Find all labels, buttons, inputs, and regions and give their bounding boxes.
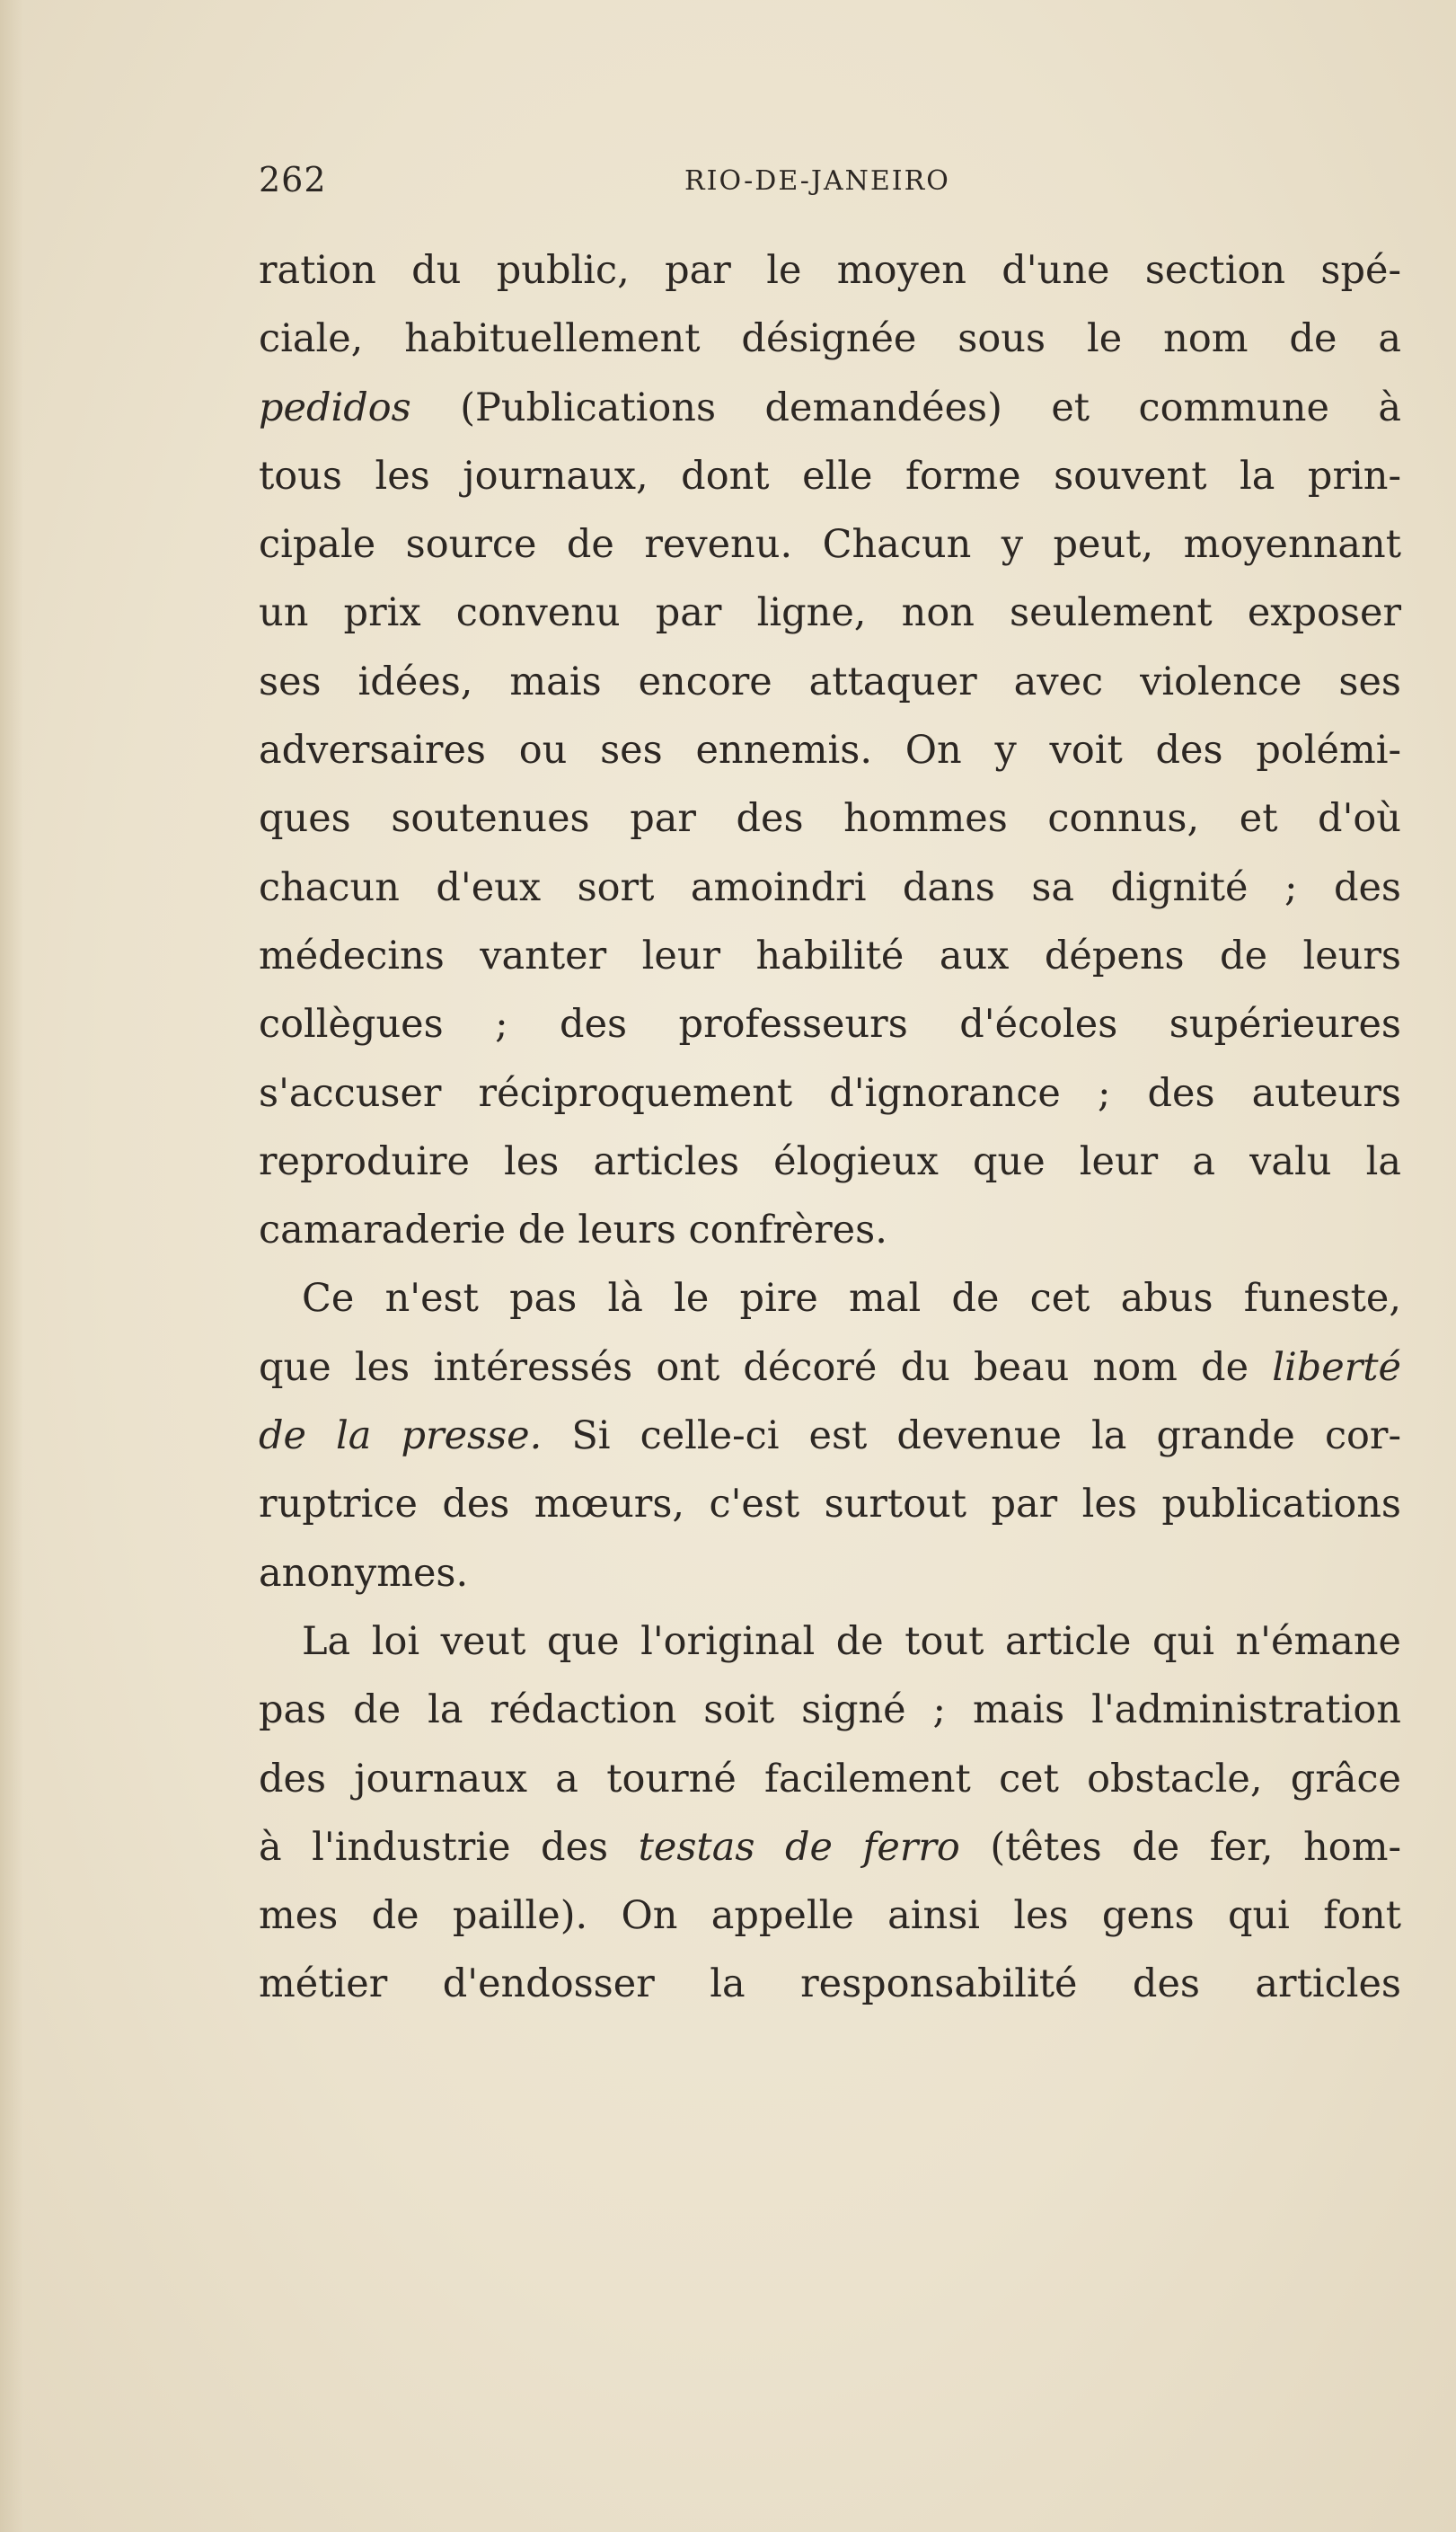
text-line: ques soutenues par des hommes connus, et d'où	[259, 796, 1401, 842]
text-line: ruptrice des mœurs, c'est surtout par les publications	[259, 1482, 1401, 1527]
text-line: métier d'endosser la responsabilité des articles	[259, 1961, 1401, 2007]
text-line	[259, 374, 1401, 442]
text-line: ration du public, par le moyen d'une section spé-	[259, 248, 1401, 293]
text-line: reproduire les articles élogieux que leur a valu la	[259, 1138, 1401, 1184]
body-text	[259, 236, 1401, 2019]
text-line	[259, 1813, 1401, 1881]
text-line: adversaires ou ses ennemis. On y voit des polémi-	[259, 728, 1401, 774]
text-line: ciale, habituellement désignée sous le nom de a	[259, 316, 1401, 362]
text-line: un prix convenu par ligne, non seulement exposer	[259, 590, 1401, 636]
text-line: médecins vanter leur habilité aux dépens de leurs	[259, 933, 1401, 978]
running-title: RIO-DE-JANEIRO	[684, 165, 950, 197]
italic-term: pedidos	[259, 385, 411, 430]
text-line	[259, 1402, 1401, 1470]
text-line: tous les journaux, dont elle forme souvent la prin-	[259, 453, 1401, 499]
text-line: anonymes.	[259, 1550, 469, 1596]
text-fragment: que les intéressés ont décoré du beau nom de	[259, 1344, 1273, 1390]
text-line: cipale source de revenu. Chacun y peut, moyennant	[259, 522, 1401, 568]
text-line: collègues ; des professeurs d'écoles supérieures	[259, 1002, 1401, 1048]
italic-term: testas de ferro	[638, 1824, 960, 1870]
italic-term: liberté	[1272, 1344, 1401, 1390]
text-line: chacun d'eux sort amoindri dans sa dignité ; des	[259, 864, 1401, 910]
text-fragment: à l'industrie des	[259, 1824, 639, 1870]
text-line: s'accuser réciproquement d'ignorance ; des auteurs	[259, 1070, 1401, 1116]
page-header	[259, 160, 1401, 210]
text-line: mes de paille). On appelle ainsi les gens qui font	[259, 1893, 1401, 1939]
text-fragment: Si celle-ci est devenue la grande cor-	[542, 1413, 1401, 1459]
text-line: Ce n'est pas là le pire mal de cet abus funeste,	[302, 1276, 1401, 1322]
text-line	[259, 1333, 1401, 1402]
text-line: ses idées, mais encore attaquer avec violence ses	[259, 659, 1401, 704]
text-fragment: (têtes de fer, hom-	[959, 1824, 1401, 1870]
text-line: La loi veut que l'original de tout article qui n'émane	[302, 1618, 1401, 1664]
page-number: 262	[259, 160, 327, 199]
italic-term: de la presse.	[259, 1413, 543, 1459]
text-line: camaraderie de leurs confrères.	[259, 1208, 887, 1253]
page-edge-shadow	[0, 0, 23, 2532]
text-line: des journaux a tourné facilement cet obstacle, grâce	[259, 1756, 1401, 1802]
text-line: pas de la rédaction soit signé ; mais l'administration	[259, 1687, 1401, 1733]
text-fragment: (Publications demandées) et commune à	[410, 385, 1401, 430]
